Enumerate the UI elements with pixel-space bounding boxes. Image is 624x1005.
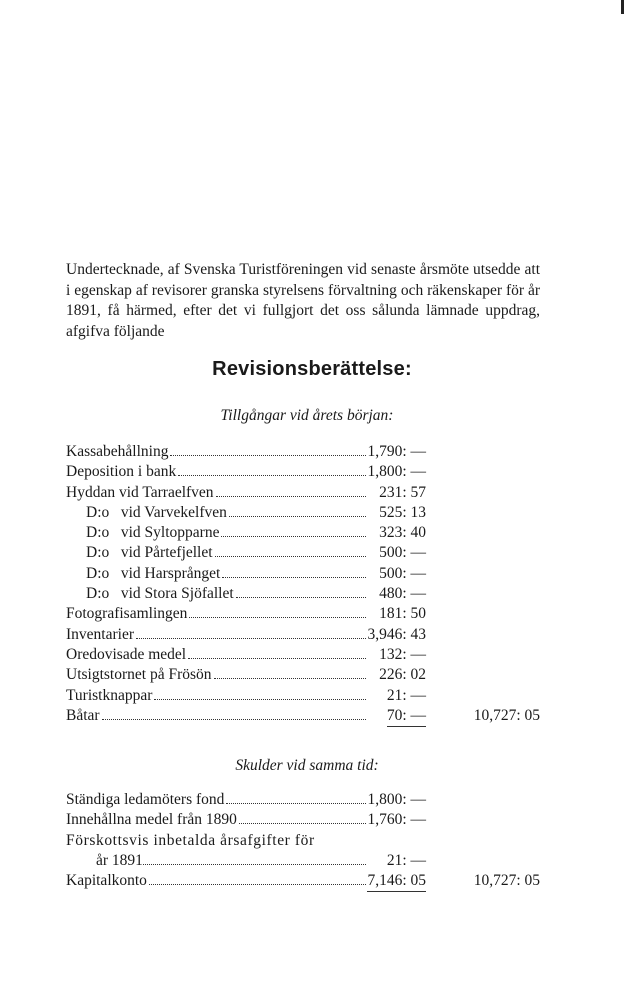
ledger-row bbox=[66, 832, 546, 852]
ledger-row bbox=[66, 443, 546, 463]
ledger-row bbox=[66, 646, 546, 666]
row-label: Kapitalkonto bbox=[66, 872, 147, 890]
row-amount: 525: 13 bbox=[379, 503, 426, 521]
ledger-row bbox=[66, 687, 546, 707]
ledger-row bbox=[66, 605, 546, 625]
intro-paragraph: Undertecknade, af Svenska Turistföreningen vid senaste årsmöte utsedde att i egenskap af revisorer granska styrelsens förvaltning och räkenskaper för år 1891, få härmed, efter det vi fullgjort det oss sålunda lämnade uppdrag, afgifva följande bbox=[66, 261, 540, 340]
row-amount: 500: — bbox=[379, 564, 426, 582]
row-label: Deposition i bank bbox=[66, 463, 177, 481]
assets-total: 10,727: 05 bbox=[473, 706, 540, 724]
ledger-row bbox=[66, 707, 546, 727]
ledger-row bbox=[66, 565, 546, 585]
row-label: Hyddan vid Tarraelfven bbox=[66, 483, 214, 501]
row-label: Innehållna medel från 1890 bbox=[66, 811, 237, 829]
row-amount: 181: 50 bbox=[379, 605, 426, 623]
row-amount: 480: — bbox=[379, 585, 426, 603]
ledger-row bbox=[66, 666, 546, 686]
row-amount: 21: — bbox=[386, 686, 426, 704]
ledger-row bbox=[66, 872, 546, 892]
ledger-row bbox=[66, 585, 546, 605]
row-amount: 1,760: — bbox=[367, 811, 426, 829]
ledger-row bbox=[66, 504, 546, 524]
report-title: Revisionsberättelse: bbox=[212, 358, 412, 380]
row-label: D:o vid Pårtefjellet bbox=[86, 544, 213, 562]
row-label: Turistknappar bbox=[66, 686, 153, 704]
row-label: D:o vid Stora Sjöfallet bbox=[86, 585, 234, 603]
ledger-row bbox=[66, 811, 546, 831]
row-label: D:o vid Varvekelfven bbox=[86, 503, 227, 521]
row-amount: 231: 57 bbox=[379, 483, 426, 501]
ledger-row bbox=[66, 544, 546, 564]
row-label: Oredovisade medel bbox=[66, 645, 187, 663]
row-label: år 1891 bbox=[96, 851, 143, 869]
liabilities-total: 10,727: 05 bbox=[473, 872, 540, 890]
row-amount: 21: — bbox=[386, 851, 426, 869]
row-label: Inventarier bbox=[66, 625, 134, 643]
ledger-row bbox=[66, 463, 546, 483]
row-amount: 1,790: — bbox=[367, 443, 426, 460]
ledger-row bbox=[66, 626, 546, 646]
row-label: Utsigtstornet på Frösön bbox=[66, 666, 212, 684]
ledger-row bbox=[66, 852, 546, 872]
row-label: D:o vid Harsprånget bbox=[86, 564, 221, 582]
row-label: Kassabehållning bbox=[66, 443, 169, 460]
ledger-row bbox=[66, 484, 546, 504]
row-amount: 7,146: 05 bbox=[367, 872, 426, 892]
row-amount: 500: — bbox=[379, 544, 426, 562]
row-amount: 1,800: — bbox=[367, 463, 426, 481]
row-label: Förskottsvis inbetalda årsafgifter för bbox=[66, 831, 315, 849]
assets-heading: Tillgångar vid årets början: bbox=[220, 407, 394, 424]
assets-ledger bbox=[66, 443, 546, 727]
row-amount: 1,800: — bbox=[367, 791, 426, 808]
row-label: Ständiga ledamöters fond bbox=[66, 791, 225, 808]
row-amount: 323: 40 bbox=[379, 524, 426, 542]
ledger-row bbox=[66, 791, 546, 811]
row-label: D:o vid Syltopparne bbox=[86, 524, 220, 542]
row-label: Båtar bbox=[66, 706, 100, 724]
ledger-row bbox=[66, 524, 546, 544]
row-label: Fotografisamlingen bbox=[66, 605, 188, 623]
row-amount: 70: — bbox=[387, 707, 426, 727]
row-amount: 132: — bbox=[379, 645, 426, 663]
liabilities-ledger bbox=[66, 791, 546, 892]
liabilities-heading: Skulder vid samma tid: bbox=[235, 757, 379, 774]
row-amount: 3,946: 43 bbox=[367, 625, 426, 643]
row-amount: 226: 02 bbox=[379, 666, 426, 684]
